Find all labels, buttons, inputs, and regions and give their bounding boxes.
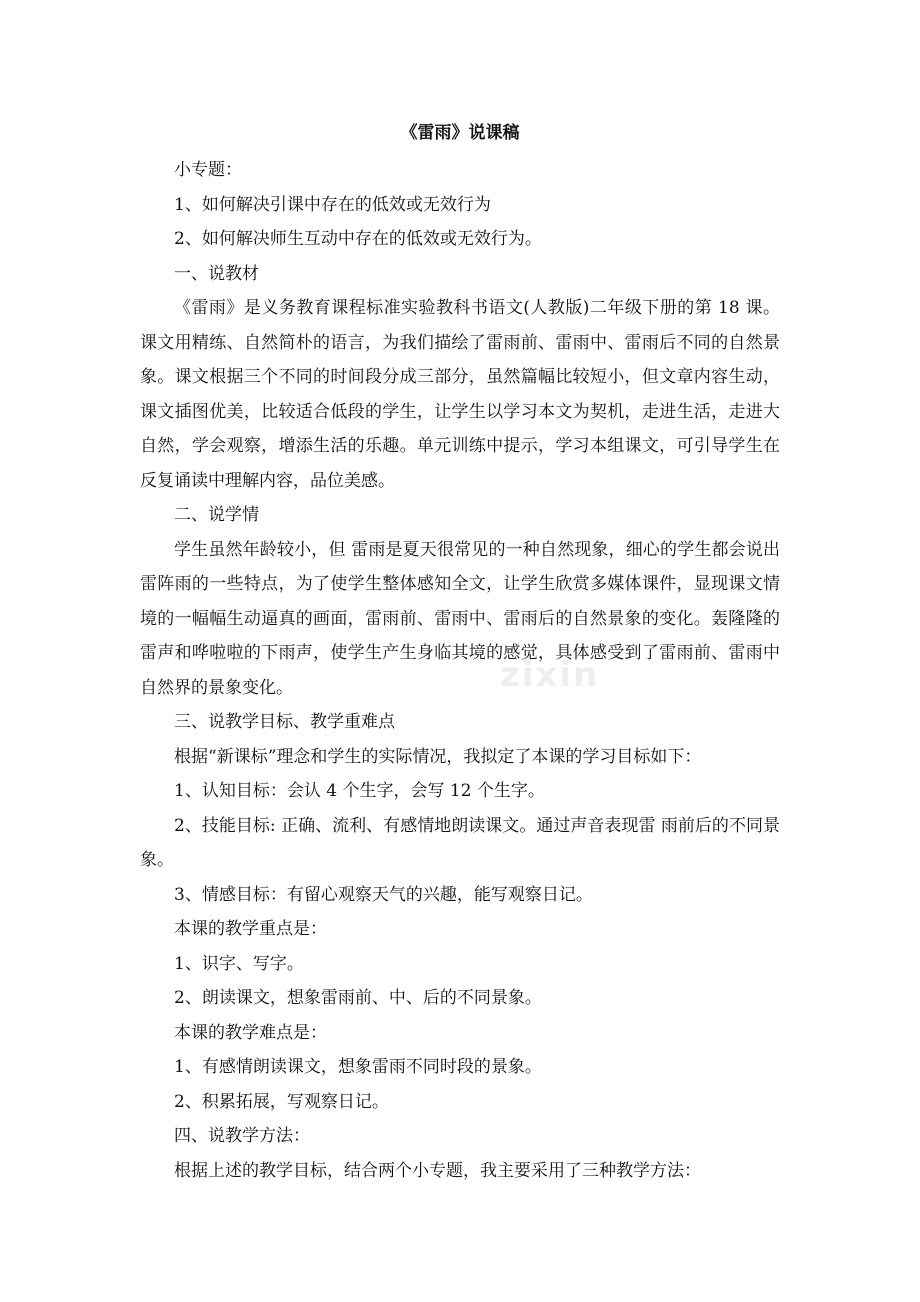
paragraph-topic-heading: 小专题：	[174, 160, 242, 180]
document-body	[140, 153, 780, 1188]
paragraph-topic-1: 1、如何解决引课中存在的低效或无效行为	[174, 194, 491, 215]
section-heading-goals: 三、说教学目标、教学重难点	[174, 712, 395, 732]
paragraph-textbook: 《雷雨》是义务教育课程标准实验教科书语文(人教版)二年级下册的第 18 课。课文用精练、自然简朴的语言，为我们描绘了雷雨前、雷雨中、雷雨后不同的自然景象。课文根据三个不同的时间段分成三部分，虽然篇幅比较短小，但文章内容生动，课文插图优美，比较适合低段的学生，让学生以学习本文为契机，走进生活，走进大自然，学会观察，增添生活的乐趣。单元训练中提示，学习本组课文，可引导学生在反复诵读中理解内容，品位美感。	[140, 298, 780, 491]
paragraph-key-point-1: 1、识字、写字。	[174, 953, 304, 974]
paragraph-methods-intro: 根据上述的教学目标，结合两个小专题，我主要采用了三种教学方法：	[174, 1160, 701, 1181]
paragraph-goal-1: 1、认知目标：会认 4 个生字，会写 12 个生字。	[174, 781, 545, 801]
paragraph-difficulty-1: 1、有感情朗读课文，想象雷雨不同时段的景象。	[174, 1057, 542, 1077]
paragraph-goal-2: 2、技能目标: 正确、流利、有感情地朗读课文。通过声音表现雷 雨前后的不同景象。	[140, 815, 780, 870]
paragraph-students: 学生虽然年龄较小，但 雷雨是夏天很常见的一种自然现象，细心的学生都会说出雷阵雨的一些特点，为了使学生整体感知全文，让学生欣赏多媒体课件，显现课文情境的一幅幅生动逼真的画面，雷雨前、雷雨中、雷雨后的自然景象的变化。轰隆隆的雷声和哗啦啦的下雨声，使学生产生身临其境的感觉，具体感受到了雷雨前、雷雨中自然界的景象变化。	[140, 539, 780, 698]
paragraph-key-points-heading: 本课的教学重点是：	[174, 919, 327, 939]
document-title: 《雷雨》说课稿	[400, 123, 520, 143]
section-heading-students: 二、说学情	[174, 505, 259, 525]
section-heading-textbook: 一、说教材	[174, 263, 259, 284]
paragraph-key-point-2: 2、朗读课文，想象雷雨前、中、后的不同景象。	[174, 988, 542, 1008]
paragraph-difficulties-heading: 本课的教学难点是：	[174, 1022, 327, 1043]
paragraph-difficulty-2: 2、积累拓展，写观察日记。	[174, 1091, 389, 1112]
watermark: zixin	[500, 655, 600, 695]
paragraph-goal-3: 3、情感目标：有留心观察天气的兴趣，能写观察日记。	[174, 884, 593, 905]
paragraph-goals-intro: 根据“新课标”理念和学生的实际情况，我拟定了本课的学习目标如下：	[174, 746, 702, 767]
paragraph-topic-2: 2、如何解决师生互动中存在的低效或无效行为。	[174, 229, 542, 249]
section-heading-methods: 四、说教学方法：	[174, 1126, 310, 1146]
